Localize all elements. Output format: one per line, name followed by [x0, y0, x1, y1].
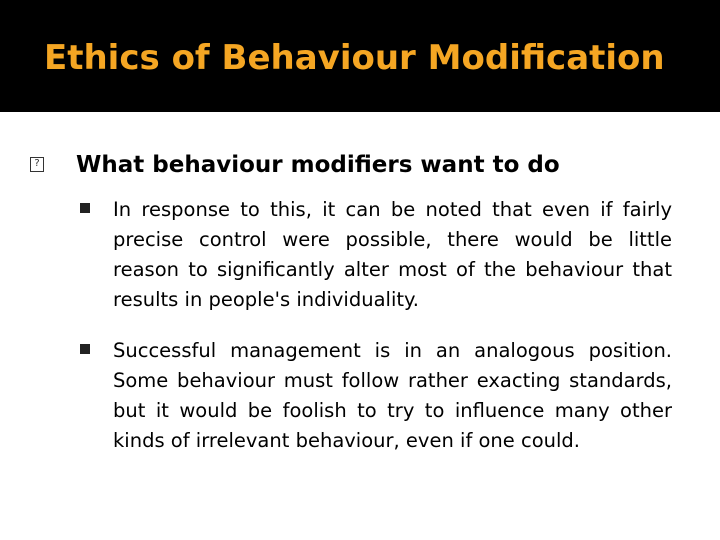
sub-bullet-text: In response to this, it can be noted that even if fairly precise control were possible, there would be little reason to significantly alter most of the behaviour that results in people's individuality.: [113, 198, 672, 311]
square-bullet-icon: [80, 344, 90, 354]
heading-text: What behaviour modifiers want to do: [76, 152, 560, 178]
sub-bullet: [80, 195, 672, 315]
heading-bullet: [30, 152, 690, 186]
title-bar: [0, 0, 720, 112]
sub-bullet-text: Successful management is in an analogous position. Some behaviour must follow rather exacting standards, but it would be foolish to try to influence many other kinds of irrelevant behaviour, even if one could.: [113, 339, 672, 452]
sub-bullet: [80, 336, 672, 456]
missing-glyph-bullet-icon: ?: [30, 157, 44, 172]
slide-title: Ethics of Behaviour Modification: [44, 38, 665, 78]
square-bullet-icon: [80, 203, 90, 213]
